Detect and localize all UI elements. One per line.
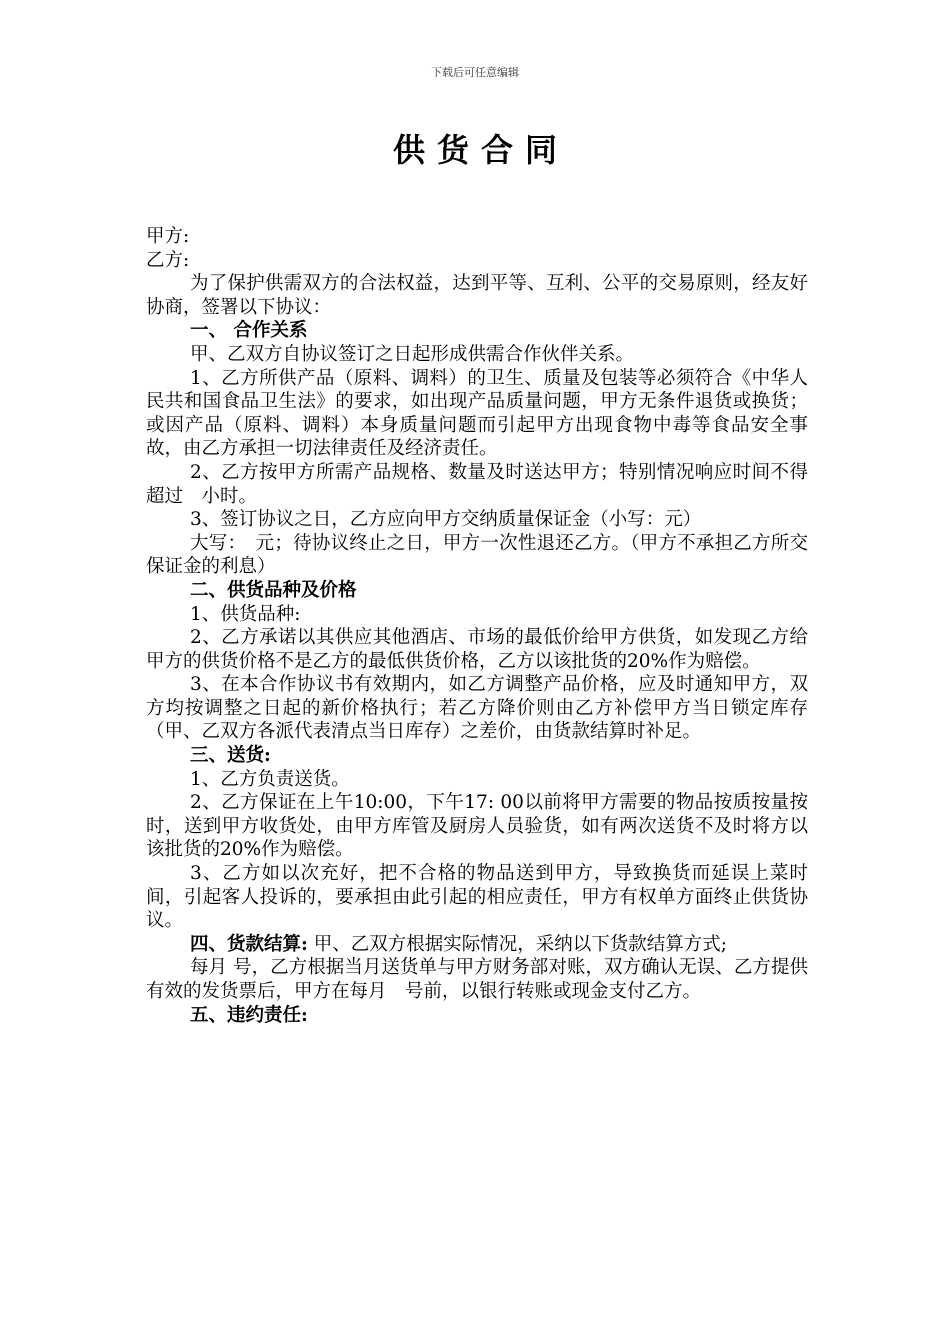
document-title: 供货合同 xyxy=(392,131,569,169)
section-2-clause-1: 1、供货品种: xyxy=(190,603,301,625)
section-heading-2: 二、供货品种及价格 xyxy=(190,579,357,601)
section-heading-5: 五、违约责任: xyxy=(190,1004,308,1026)
section-3-clause-1: 1、乙方负责送货。 xyxy=(190,768,350,790)
section-1-clause-1: 1、乙方所供产品（原料、调料）的卫生、质量及包装等必须符合《中华人民共和国食品卫生法》的要求，如出现产品质量问题，甲方无条件退货或换货；或因产品（原料、调料）本身质量问题而引起甲方出现食物中毒等食品安全事故，由乙方承担一切法律责任及经济责任。 xyxy=(146,367,808,460)
section-2-clause-3: 3、在本合作协议书有效期内，如乙方调整产品价格，应及时通知甲方，双方均按调整之日起的新价格执行；若乙方降价则由乙方补偿甲方当日锁定库存（甲、乙双方各派代表清点当日库存）之差价，由货款结算时补足。 xyxy=(146,674,808,743)
section-1-intro: 甲、乙双方自协议签订之日起形成供需合作伙伴关系。 xyxy=(190,343,635,365)
section-3-clause-2: 2、乙方保证在上午10:00，下午17: 00以前将甲方需要的物品按质按量按时，送到甲方收货处，由甲方库管及厨房人员验货，如有两次送货不及时将方以该批货的20%作为赔偿。 xyxy=(146,792,808,861)
party-a-line: 甲方: xyxy=(146,226,190,247)
contract-body xyxy=(146,225,808,1027)
section-4-clause-1: 每月 号，乙方根据当月送货单与甲方财务部对账，双方确认无误、乙方提供有效的发货票后，甲方在每月 号前，以银行转账或现金支付乙方。 xyxy=(146,957,808,1002)
section-1-clause-3-cont: 大写： 元；待协议终止之日，甲方一次性退还乙方。（甲方不承担乙方所交保证金的利息） xyxy=(146,532,808,578)
section-heading-3: 三、送货: xyxy=(190,745,271,767)
section-heading-1: 一、 合作关系 xyxy=(190,320,308,342)
section-heading-4: 四、货款结算: xyxy=(190,933,308,955)
section-2-clause-2: 2、乙方承诺以其供应其他酒店、市场的最低价给甲方供货，如发现乙方给甲方的供货价格不是乙方的最低供货价格，乙方以该批货的20%作为赔偿。 xyxy=(146,627,808,672)
section-1-clause-3: 3、签订协议之日，乙方应向甲方交纳质量保证金（小写：元） xyxy=(190,509,702,531)
section-4-paragraph xyxy=(146,933,808,957)
party-b-line: 乙方: xyxy=(146,249,190,271)
section-3-clause-3: 3、乙方如以次充好，把不合格的物品送到甲方，导致换货而延误上菜时间，引起客人投诉的，要承担由此引起的相应责任，甲方有权单方面终止供货协议。 xyxy=(146,863,808,932)
section-1-clause-2: 2、乙方按甲方所需产品规格、数量及时送达甲方；特别情况响应时间不得超过 小时。 xyxy=(146,461,808,507)
header-note: 下载后可任意编辑 xyxy=(431,66,519,79)
section-4-intro: 甲、乙双方根据实际情况，采纳以下货款结算方式; xyxy=(307,933,727,955)
preamble-paragraph: 为了保护供需双方的合法权益，达到平等、互利、公平的交易原则，经友好协商，签署以下协议： xyxy=(146,273,808,318)
